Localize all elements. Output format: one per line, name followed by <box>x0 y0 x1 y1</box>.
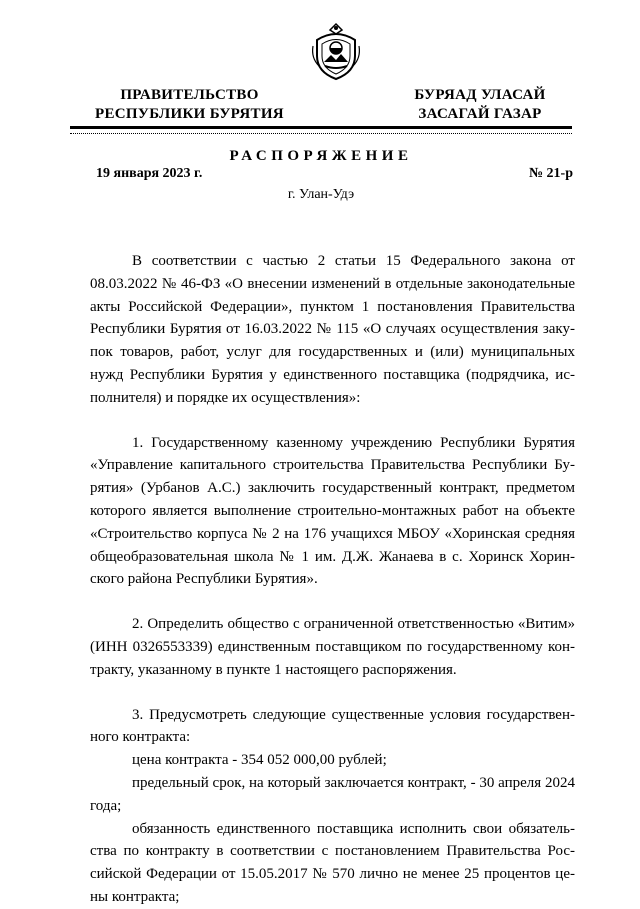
government-name-buryat-line1: БУРЯАД УЛАСАЙ <box>414 87 546 103</box>
paragraph-2: 2. Определить общество с ограниченной ответственностью «Витим» (ИНН 0326553339) единственным поставщиком по государственному контракту, указанному в пункте 1 настоящего распоряжения. <box>90 616 575 678</box>
header-divider-dotted <box>70 133 572 134</box>
government-name-line2: РЕСПУБЛИКИ БУРЯТИЯ <box>95 106 284 122</box>
paragraph-1: 1. Государственному казенному учреждению Республики Бурятия «Управление капитального строительства Правительства Республики Бурятия» (Урбанов А.С.) заключить государственный контракт, предметом которого является выполнение строительно-монтажных работ на объекте «Строительство корпуса № 2 на 176 учащихся МБОУ «Хоринская средняя общеобразовательная школа № 1 им. Д.Ж. Жанаева в с. Хоринск Хоринского района Республики Бурятия». <box>90 434 575 588</box>
document-title: РАСПОРЯЖЕНИЕ <box>229 148 413 164</box>
document-city: г. Улан-Удэ <box>287 187 355 202</box>
condition-price: цена контракта - 354 052 000,00 рублей; <box>132 752 387 769</box>
government-name-buryat-line2: ЗАСАГАЙ ГАЗАР <box>418 106 542 122</box>
paragraph-3: 3. Предусмотреть следующие существенные условия государственного контракта: <box>90 706 575 746</box>
coat-of-arms-emblem-icon <box>309 22 363 82</box>
preamble-paragraph: В соответствии с частью 2 статьи 15 Федерального закона от 08.03.2022 № 46-ФЗ «О внесении изменений в отдельные законодательные акты Российской Федерации», пунктом 1 постановления Правительства Республики Бурятия от 16.03.2022 № 115 «О случаях осуществления закупок товаров, работ, услуг для государственных и (или) муниципальных нужд Республики Бурятия у единственного поставщика (подрядчика, исполнителя) и порядке их осуществления»: <box>90 253 575 406</box>
document-number: № 21-р <box>528 166 573 181</box>
government-name-russian <box>82 86 297 124</box>
condition-term: предельный срок, на который заключается контракт, - 30 апреля 2024 года; <box>90 774 575 814</box>
header-divider-thick <box>70 126 572 129</box>
government-name-buryat <box>395 86 565 124</box>
government-name-line1: ПРАВИТЕЛЬСТВО <box>120 87 259 103</box>
document-date: 19 января 2023 г. <box>96 166 203 181</box>
document-body <box>90 250 575 909</box>
condition-duty: обязанность единственного поставщика исполнить свои обязательства по контракту в соответствии с постановлением Правительства Российской Федерации от 15.05.2017 № 570 лично не менее 25 процентов цены контракта; <box>90 820 575 905</box>
